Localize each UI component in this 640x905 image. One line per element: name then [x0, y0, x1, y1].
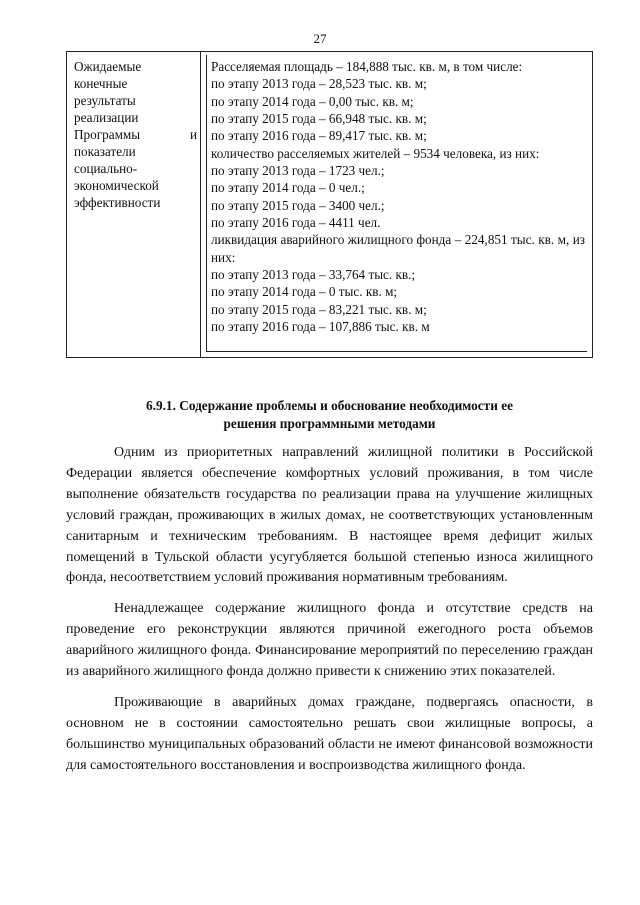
table-right-cell — [211, 58, 585, 336]
area-2013: по этапу 2013 года – 28,523 тыс. кв. м; — [211, 76, 427, 92]
area-total: Расселяемая площадь – 184,888 тыс. кв. м, в том числе: — [211, 59, 523, 74]
column-divider — [200, 52, 201, 357]
paragraph: Ненадлежащее содержание жилищного фонда и отсутствие средств на проведение его реконструкции являются причиной ежегодного роста объемов аварийного жилищного фонда. Финансирование мероприятий по переселению граждан из аварийного жилищного фонда должно привести к снижению этих показателей. — [66, 601, 593, 680]
section-heading — [66, 397, 593, 433]
left-cell-line: результаты — [74, 93, 136, 108]
area-2016: по этапу 2016 года – 89,417 тыс. кв. м; — [211, 128, 427, 144]
area-2015: по этапу 2015 года – 66,948 тыс. кв. м; — [211, 111, 427, 127]
left-cell-line: социально- — [74, 161, 138, 176]
residents-2013: по этапу 2013 года – 1723 чел.; — [211, 163, 385, 179]
residents-2015: по этапу 2015 года – 3400 чел.; — [211, 197, 385, 213]
liquidation-2016: по этапу 2016 года – 107,886 тыс. кв. м — [211, 319, 430, 335]
liquidation-2015: по этапу 2015 года – 83,221 тыс. кв. м; — [211, 301, 427, 317]
paragraph: Проживающие в аварийных домах граждане, подвергаясь опасности, в основном не в состоянии самостоятельно решать свои жилищные вопросы, а большинство муниципальных образований области не имеют финансовой возможности для самостоятельного восстановления и воспроизводства жилищного фонда. — [66, 694, 593, 773]
section-body — [66, 443, 593, 787]
left-cell-line: показатели — [74, 144, 136, 159]
residents-2016: по этапу 2016 года – 4411 чел. — [211, 215, 381, 231]
paragraph: Одним из приоритетных направлений жилищной политики в Российской Федерации является обеспечение комфортных условий проживания, в том числе выполнение обязательств государства по реализации права на улучшение жилищных условий граждан, проживающих в жилых домах, не соответствующих установленным санитарным и техническим требованиям. В настоящее время дефицит жилых помещений в Тульской области усугубляется большой степенью износа жилищного фонда, несоответствием условий проживания нормативным требованиям. — [66, 445, 593, 586]
liquidation-total: ликвидация аварийного жилищного фонда – 224,851 тыс. кв. м, из них: — [211, 232, 585, 265]
section-heading-line: 6.9.1. Содержание проблемы и обоснование необходимости ее — [145, 398, 514, 413]
left-cell-word: и — [189, 127, 197, 142]
section-heading-line: решения программными методами — [223, 416, 436, 431]
liquidation-2013: по этапу 2013 года – 33,764 тыс. кв.; — [211, 267, 416, 283]
liquidation-2014: по этапу 2014 года – 0 тыс. кв. м; — [211, 284, 398, 300]
residents-2014: по этапу 2014 года – 0 чел.; — [211, 180, 365, 196]
left-cell-word: Программы — [74, 127, 141, 142]
area-2014: по этапу 2014 года – 0,00 тыс. кв. м; — [211, 93, 414, 109]
left-cell-line: Ожидаемые — [74, 59, 142, 74]
page-number: 27 — [313, 31, 327, 46]
left-cell-line: экономической — [74, 178, 159, 193]
table-left-cell — [74, 58, 197, 211]
left-cell-line: реализации — [74, 110, 139, 125]
expected-results-table — [66, 51, 593, 358]
left-cell-line — [74, 126, 197, 143]
left-cell-line: конечные — [74, 76, 128, 91]
left-cell-line: эффективности — [74, 195, 161, 210]
residents-total: количество расселяемых жителей – 9534 человека, из них: — [211, 145, 540, 161]
